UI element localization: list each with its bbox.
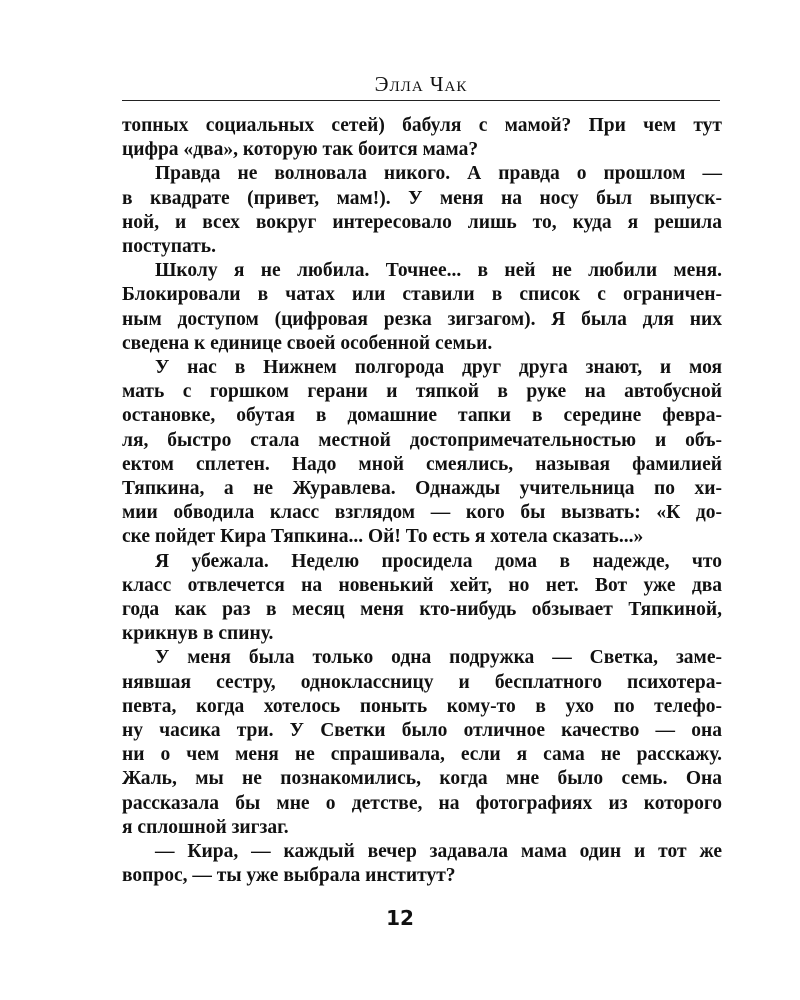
text-line: — Кира, — каждый вечер задавала мама один и тот же	[155, 841, 722, 863]
text-line: Правда не волновала никого. А правда о прошлом —	[155, 163, 722, 185]
text-line: Тяпкина, а не Журавлева. Однажды учительница по хи-	[122, 478, 722, 500]
page-body-text	[122, 114, 722, 889]
text-line: класс отвлечется на новенький хейт, но нет. Вот уже два	[122, 574, 722, 596]
text-line: я сплошной зигзаг.	[122, 816, 289, 838]
text-line: певта, когда хотелось поныть кому-то в ухо по телефо-	[122, 695, 722, 717]
text-line: ни о чем меня не спрашивала, если я сама не расскажу.	[122, 744, 722, 766]
text-line: Блокировали в чатах или ставили в список с ограничен-	[122, 284, 722, 306]
text-line: топных социальных сетей) бабуля с мамой? При чем тут	[122, 115, 722, 136]
text-line: цифра «два», которую так боится мама?	[122, 139, 479, 161]
text-line: мать с горшком герани и тяпкой в руке на автобусной	[122, 381, 722, 403]
text-line: Школу я не любила. Точнее... в ней не любили меня.	[155, 260, 722, 282]
text-line: У меня была только одна подружка — Светка, заме-	[155, 647, 722, 669]
text-line: ну часика три. У Светки было отличное качество — она	[122, 720, 722, 742]
text-line: в квадрате (привет, мам!). У меня на носу был выпуск-	[122, 187, 722, 209]
text-line: остановке, обутая в домашние тапки в середине февра-	[122, 405, 722, 427]
text-line: ным доступом (цифровая резка зигзагом). Я была для них	[122, 308, 722, 330]
text-line: ектом сплетен. Надо мной смеялись, называя фамилией	[122, 453, 722, 475]
text-line: Жаль, мы не познакомились, когда мне было семь. Она	[122, 768, 722, 790]
text-line: рассказала бы мне о детстве, на фотографиях из которого	[122, 792, 722, 814]
text-line: нявшая сестру, одноклассницу и бесплатного психотера-	[122, 671, 722, 693]
text-line: мии обводила класс взглядом — кого бы вызвать: «К до-	[122, 502, 722, 524]
text-line: сведена к единице своей особенной семьи.	[122, 332, 493, 354]
text-line: У нас в Нижнем полгорода друг друга знают, и моя	[155, 357, 722, 379]
page-number: 12	[386, 906, 414, 930]
text-line: поступать.	[122, 236, 216, 258]
text-line: ля, быстро стала местной достопримечательностью и объ-	[122, 429, 722, 451]
text-line: крикнув в спину.	[122, 623, 274, 645]
header-rule	[122, 100, 720, 101]
text-line: ске пойдет Кира Тяпкина... Ой! То есть я хотела сказать...»	[122, 526, 644, 548]
text-line: вопрос, — ты уже выбрала институт?	[122, 865, 456, 887]
running-header-author: Элла Чак	[374, 72, 468, 96]
text-line: года как раз в месяц меня кто-нибудь обзывает Тяпкиной,	[122, 599, 722, 621]
text-line: Я убежала. Неделю просидела дома в надежде, что	[155, 550, 722, 572]
text-line: ной, и всех вокруг интересовало лишь то, куда я решила	[122, 211, 722, 233]
